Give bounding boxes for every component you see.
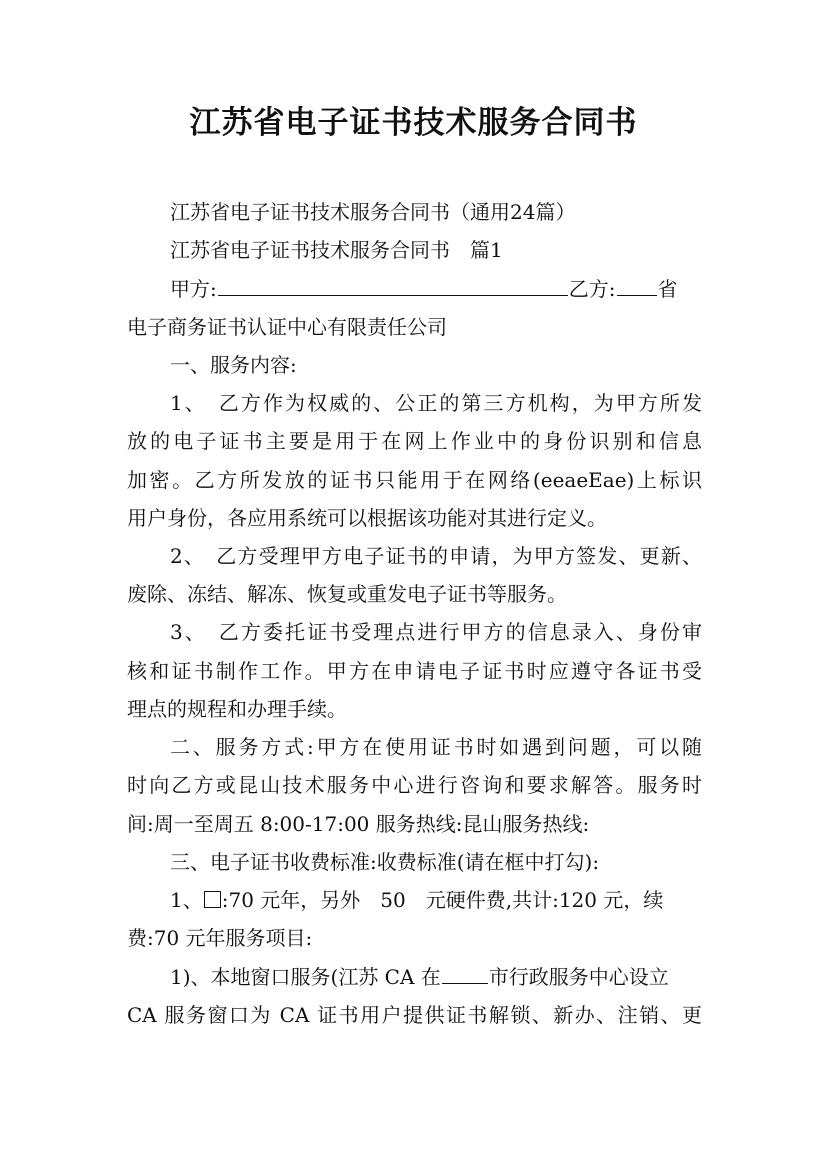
city-blank bbox=[442, 963, 488, 984]
fee-standard-heading: 三、电子证书收费标准:收费标准(请在框中打勾): bbox=[170, 850, 600, 874]
parties-line bbox=[170, 275, 702, 303]
document-subtitle: 江苏省电子证书技术服务合同书（通用24篇） bbox=[170, 200, 576, 224]
item2-line2: 废除、冻结、解冻、恢复或重发电子证书等服务。 bbox=[127, 582, 567, 606]
item2-line1: 2、 乙方受理甲方电子证书的申请，为甲方签发、更新、 bbox=[170, 544, 702, 568]
party-b-continued: 电子商务证书认证中心有限责任公司 bbox=[127, 315, 447, 339]
fee-option-1 bbox=[170, 886, 702, 914]
fee-option-1-prefix: 1、 bbox=[170, 888, 203, 912]
item1-line2: 放的电子证书主要是用于在网上作业中的身份识别和信息 bbox=[127, 429, 702, 453]
item1-line1: 1、 乙方作为权威的、公正的第三方机构，为甲方所发 bbox=[170, 391, 702, 415]
item1-line3: 加密。乙方所发放的证书只能用于在网络(eeaeEae)上标识 bbox=[127, 468, 702, 492]
party-b-blank bbox=[617, 275, 657, 296]
service-item-1 bbox=[170, 963, 702, 991]
service-content-heading: 一、服务内容: bbox=[170, 353, 297, 377]
item3-line1: 3、 乙方委托证书受理点进行甲方的信息录入、身份审 bbox=[170, 620, 702, 644]
service-item-1-prefix: 1)、本地窗口服务(江苏 CA 在 bbox=[170, 965, 441, 989]
party-b-label: 乙方: bbox=[568, 277, 616, 301]
party-a-blank bbox=[218, 275, 568, 296]
fee-option-1-line2: 费:70 元年服务项目: bbox=[127, 926, 313, 950]
party-b-suffix: 省 bbox=[657, 277, 678, 301]
service-item-1-suffix: 市行政服务中心设立 bbox=[488, 965, 669, 989]
item1-line4: 用户身份，各应用系统可以根据该功能对其进行定义。 bbox=[127, 506, 607, 530]
service-method-line3: 间:周一至周五 8:00-17:00 服务热线:昆山服务热线: bbox=[127, 812, 590, 836]
fee-option-1-text: :70 元年，另外 50 元硬件费,共计:120 元，续 bbox=[221, 888, 664, 912]
item3-line3: 理点的规程和办理手续。 bbox=[127, 697, 347, 721]
document-title: 江苏省电子证书技术服务合同书 bbox=[189, 105, 638, 141]
party-a-label: 甲方: bbox=[170, 277, 217, 301]
service-item-1-line2: CA 服务窗口为 CA 证书用户提供证书解锁、新办、注销、更 bbox=[127, 1003, 702, 1027]
item3-line2: 核和证书制作工作。甲方在申请电子证书时应遵守各证书受 bbox=[127, 659, 702, 683]
service-method-line2: 时向乙方或昆山技术服务中心进行咨询和要求解答。服务时 bbox=[127, 773, 702, 797]
section-heading: 江苏省电子证书技术服务合同书 篇1 bbox=[170, 238, 503, 262]
service-method-line1: 二、服务方式:甲方在使用证书时如遇到问题，可以随 bbox=[170, 735, 702, 759]
fee-option-checkbox[interactable] bbox=[204, 891, 221, 908]
